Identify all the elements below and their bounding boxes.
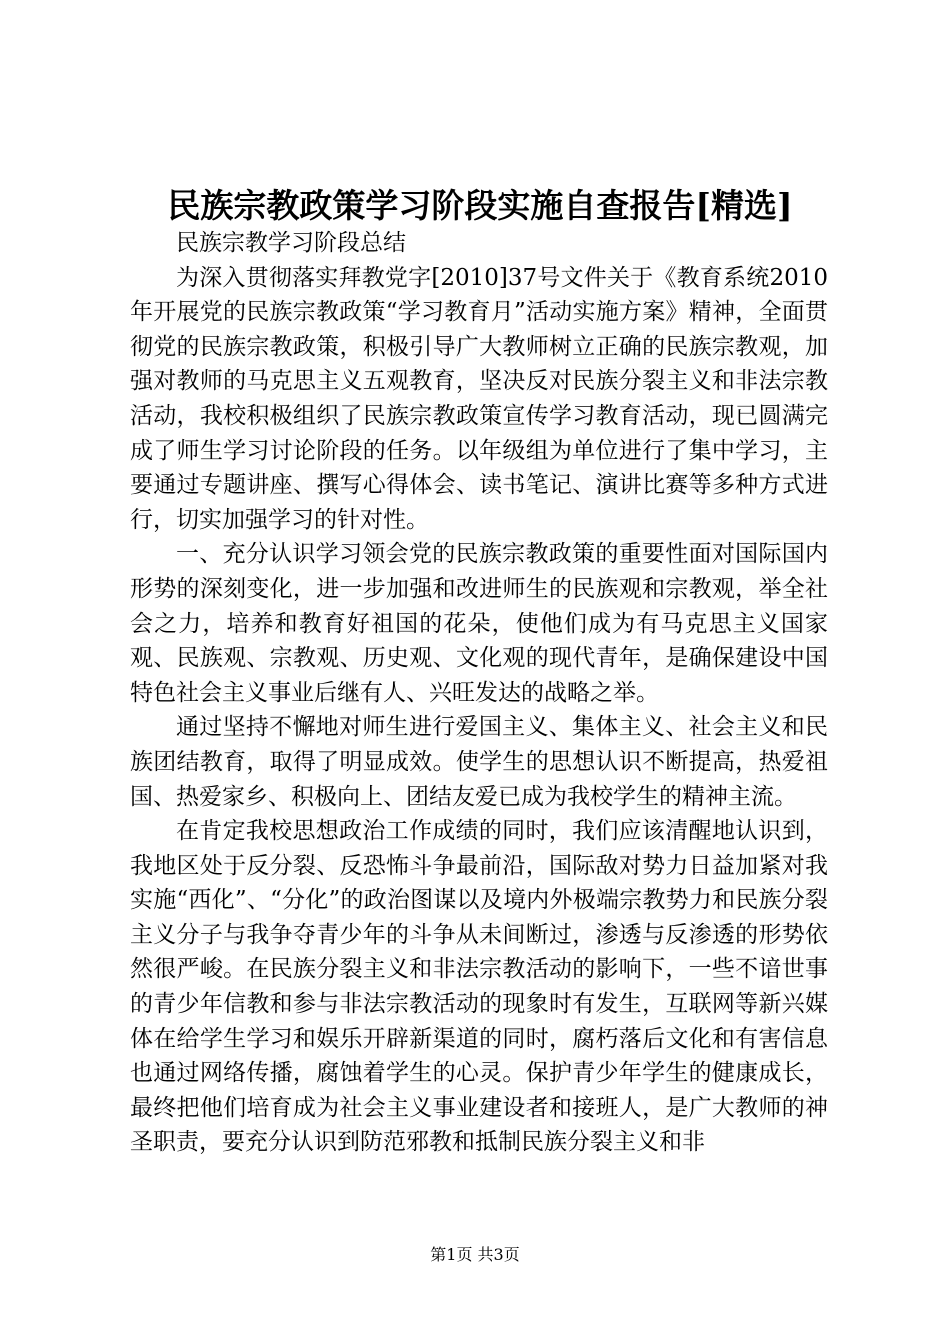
document-body: [130, 226, 828, 1160]
body-paragraph: 在肯定我校思想政治工作成绩的同时，我们应该清醒地认识到，我地区处于反分裂、反恐怖斗争最前沿，国际敌对势力日益加紧对我实施“西化”、“分化”的政治图谋以及境内外极端宗教势力和民族分裂主义分子与我争夺青少年的斗争从未间断过，渗透与反渗透的形势依然很严峻。在民族分裂主义和非法宗教活动的影响下，一些不谙世事的青少年信教和参与非法宗教活动的现象时有发生，互联网等新兴媒体在给学生学习和娱乐开辟新渠道的同时，腐朽落后文化和有害信息也通过网络传播，腐蚀着学生的心灵。保护青少年学生的健康成长，最终把他们培育成为社会主义事业建设者和接班人，是广大教师的神圣职责，要充分认识到防范邪教和抵制民族分裂主义和非: [130, 818, 828, 1156]
page-footer: 第1页 共3页: [430, 1245, 520, 1264]
body-paragraph: 民族宗教学习阶段总结: [176, 230, 406, 256]
body-paragraph: 通过坚持不懈地对师生进行爱国主义、集体主义、社会主义和民族团结教育，取得了明显成效。使学生的思想认识不断提高，热爱祖国、热爱家乡、积极向上、团结友爱已成为我校学生的精神主流。: [130, 714, 828, 810]
body-paragraph: 为深入贯彻落实拜教党字[2010]37号文件关于《教育系统2010年开展党的民族宗教政策“学习教育月”活动实施方案》精神，全面贯彻党的民族宗教政策，积极引导广大教师树立正确的民族宗教观，加强对教师的马克思主义五观教育，坚决反对民族分裂主义和非法宗教活动，我校积极组织了民族宗教政策宣传学习教育活动，现已圆满完成了师生学习讨论阶段的任务。以年级组为单位进行了集中学习，主要通过专题讲座、撰写心得体会、读书笔记、演讲比赛等多种方式进行，切实加强学习的针对性。: [130, 264, 828, 533]
body-paragraph: 一、充分认识学习领会党的民族宗教政策的重要性面对国际国内形势的深刻变化，进一步加强和改进师生的民族观和宗教观，举全社会之力，培养和教育好祖国的花朵，使他们成为有马克思主义国家观、民族观、宗教观、历史观、文化观的现代青年，是确保建设中国特色社会主义事业后继有人、兴旺发达的战略之举。: [130, 541, 828, 706]
document-title: 民族宗教政策学习阶段实施自查报告[精选]: [167, 186, 793, 225]
